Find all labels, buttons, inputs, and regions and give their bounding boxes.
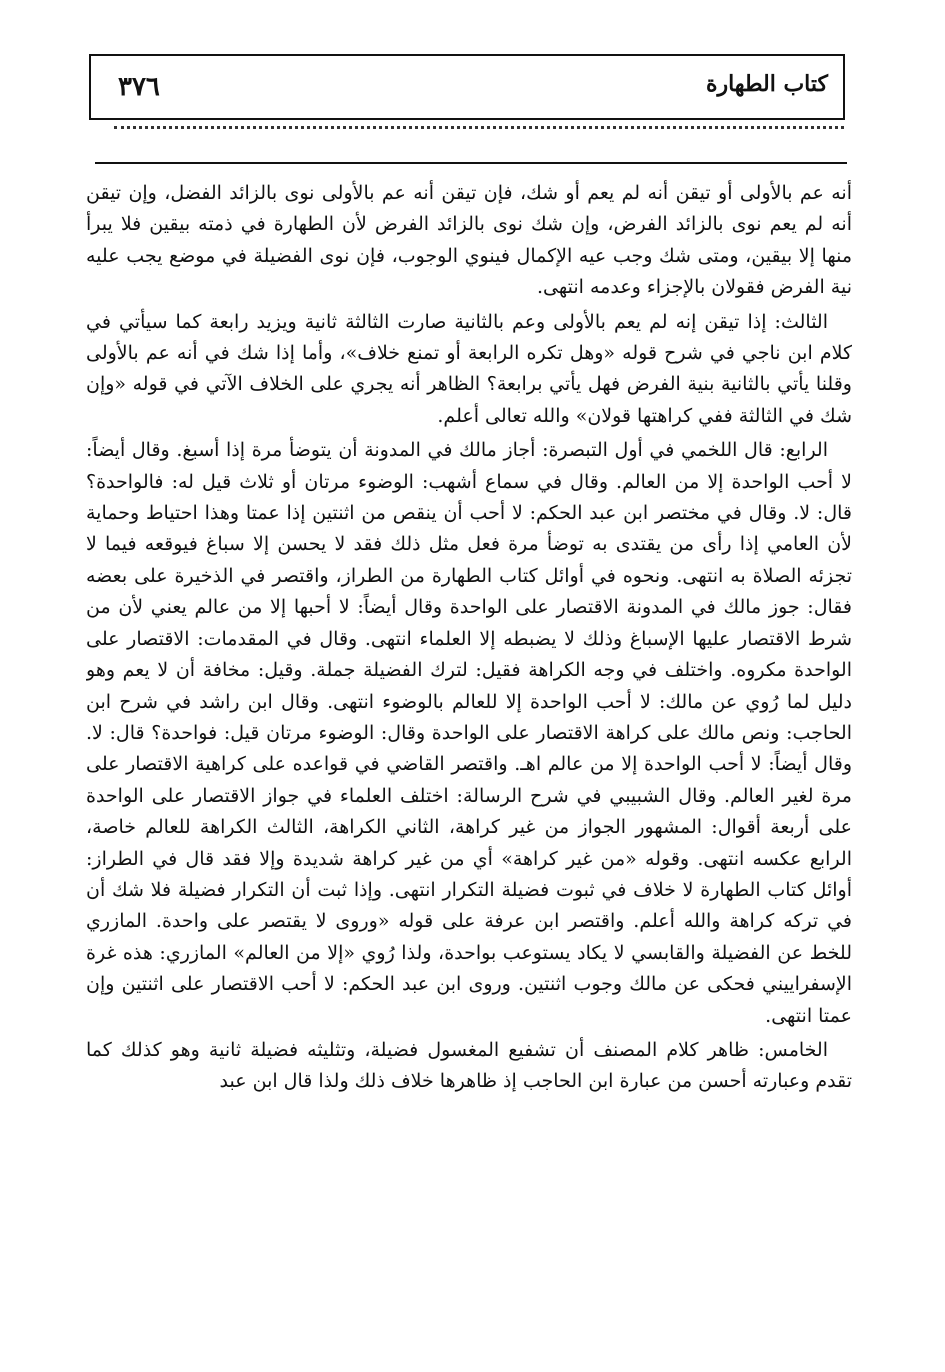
dotted-divider [114, 126, 844, 129]
main-text [86, 178, 852, 1358]
paragraph-continuation: أنه عم بالأولى أو تيقن أنه لم يعم أو شك، فإن تيقن أنه عم بالأولى نوى بالزائد الفضل، وإن تيقن أنه لم يعم نوى بالزائد الفرض، وإن شك نوى بالزائد الفرض لأن الطهارة في ذمته بيقين فلا يبرأ منها إلا بيقين، ومتى شك وجب عيه الإكمال فينوي الوجوب، فإن نوى الفضيلة في موضع يجب عليه نية الفرض فقولان بالإجزاء وعدمه انتهى. [86, 182, 852, 299]
page-number: ٣٧٦ [118, 72, 160, 102]
horizontal-rule [95, 162, 847, 164]
paragraph-third: الثالث: إذا تيقن إنه لم يعم بالأولى وعم بالثانية صارت الثالثة ثانية ويزيد رابعة كما سيأتي في كلام ابن ناجي في شرح قوله «وهل تكره الرابعة أو تمنع خلاف»، وأما إذا شك في أنه عم بالأولى وقلنا يأتي بالثانية بنية الفرض فهل يأتي برابعة؟ الظاهر أنه يجري على الخلاف الآتي في قوله «وإن شك في الثالثة ففي كراهتها قولان» والله تعالى أعلم. [86, 310, 852, 427]
paragraph-fifth: الخامس: ظاهر كلام المصنف أن تشفيع المغسول فضيلة، وتثليثه فضيلة ثانية وهو كذلك كما تقدم وعبارته أحسن من عبارة ابن الحاجب إذ ظاهرها خلاف ذلك ولذا قال ابن عبد [86, 1038, 852, 1093]
paragraph-fourth: الرابع: قال اللخمي في أول التبصرة: أجاز مالك في المدونة أن يتوضأ مرة إذا أسبغ. وقال أيضاً: لا أحب الواحدة إلا من العالم. وقال في سماع أشهب: الوضوء مرتان أو ثلاث قيل له: فالواحدة؟ قال: لا. وقال في مختصر ابن عبد الحكم: لا أحب أن ينقص من اثنتين إذا عمتا وهذا احتياط وحماية لأن العامي إذا رأى من يقتدى به توضأ مرة فعل مثل ذلك فقد لا يحسن إلا سباغ فيوقعه فيما لا تجزئه الصلاة به انتهى. ونحوه في أوائل كتاب الطهارة من الطراز، واقتصر في الذخيرة على بعضه فقال: جوز مالك في المدونة الاقتصار على الواحدة وقال أيضاً: لا أحبها إلا من عالم يعني لأن من شرط الاقتصار عليها الإسباغ وذلك لا يضبطه إلا العلماء انتهى. وقال في المقدمات: الاقتصار على الواحدة مكروه. واختلف في وجه الكراهة فقيل: لترك الفضيلة جملة. وقيل: مخافة أن لا يعم وهو دليل لما رُوي عن مالك: لا أحب الواحدة إلا للعالم بالوضوء انتهى. وقال ابن راشد في شرح ابن الحاجب: ونص مالك على كراهة الاقتصار على الواحدة وقال: الوضوء مرتان قيل: فواحدة؟ قال: لا. وقال أيضاً: لا أحب الواحدة إلا من عالم اهـ. واقتصر القاضي في قواعده على كراهية الاقتصار على مرة لغير العالم. وقال الشبيبي في شرح الرسالة: اختلف العلماء في جواز الاقتصار على الواحدة على أربعة أقوال: المشهور الجواز من غير كراهة، الثاني الكراهة، الثالث الكراهة للعالم خاصة، الرابع عكسه انتهى. وقوله «من غير كراهة» أي من غير كراهة شديدة وإلا فقد قال في الطراز: أوائل كتاب الطهارة لا خلاف في ثبوت فضيلة التكرار انتهى. وإذا ثبت أن التكرار فضيلة فلا شك أن في تركه كراهة والله أعلم. واقتصر ابن عرفة على قوله «وروى لا يقتصر على واحدة. المازري للخط عن الفضيلة والقابسي لا يكاد يستوعب بواحدة، ولذا رُوي «إلا من العالم» المازري: هذه غرة الإسفراييني فحكى عن مالك وجوب اثنتين. وروى ابن عبد الحكم: لا أحب الاقتصار على اثنتين وإن عمتا انتهى. [86, 439, 852, 1027]
running-title: كتاب الطهارة [705, 71, 828, 97]
